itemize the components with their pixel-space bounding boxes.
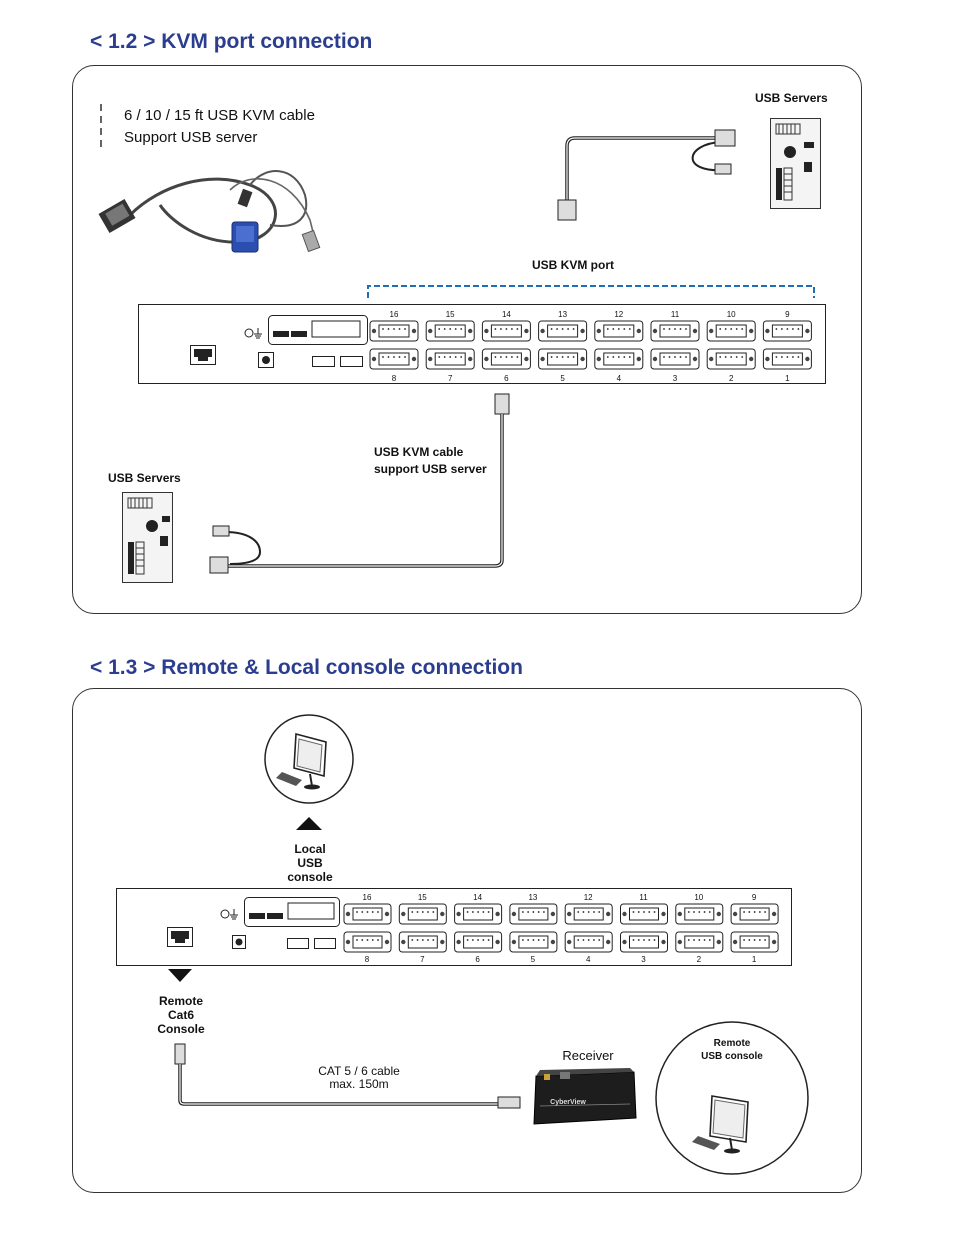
vga-port (707, 321, 755, 341)
receiver-label: Receiver (562, 1048, 614, 1063)
lan-port-icon-2 (167, 927, 193, 947)
port-number-label: 8 (391, 374, 397, 383)
usb-ports-icon-2 (287, 938, 337, 950)
remote-console-label-line1: Remote (158, 994, 203, 1008)
vga-port (510, 904, 557, 924)
vga-port (763, 321, 811, 341)
port-number-label: 3 (672, 374, 678, 383)
port-number-label: 6 (475, 955, 480, 964)
vga-port (399, 904, 446, 924)
port-number-label: 9 (785, 310, 790, 319)
cable-desc-marker (100, 104, 104, 150)
remote-console-label-line3: Console (157, 1022, 205, 1036)
vga-port (344, 904, 391, 924)
local-console-label-line3: console (287, 870, 333, 884)
remote-usb-console-label-line1: Remote (713, 1038, 751, 1049)
port-number-label: 11 (670, 310, 680, 319)
port-number-label: 6 (504, 374, 509, 383)
vga-port (539, 349, 587, 369)
usb-kvm-cable-label-line2: support USB server (374, 462, 487, 476)
vga-port (482, 321, 530, 341)
vga-port (510, 932, 557, 952)
vga-port (482, 349, 530, 369)
local-console-label-line1: Local (294, 842, 326, 856)
port-number-label: 12 (614, 310, 624, 319)
port-number-label: 2 (728, 374, 734, 383)
port-number-label: 13 (558, 310, 568, 319)
port-number-label: 7 (420, 955, 425, 964)
port-number-label: 7 (447, 374, 453, 383)
cat-cable-label-line2: max. 150m (329, 1077, 389, 1091)
port-number-label: 2 (696, 955, 702, 964)
vga-port (651, 349, 699, 369)
lan-port-icon (190, 345, 216, 365)
usb-ports-icon (312, 356, 364, 368)
port-number-label: 14 (473, 893, 483, 902)
remote-console-label-line2: Cat6 (167, 1008, 194, 1022)
power-jack-icon-2 (232, 935, 246, 949)
port-number-label: 10 (726, 310, 736, 319)
port-number-label: 8 (364, 955, 370, 964)
usb-servers-top-label: USB Servers (755, 91, 828, 105)
usb-kvm-cable-label-line1: USB KVM cable (374, 445, 464, 459)
port-number-label: 1 (751, 955, 757, 964)
usb-kvm-cable-image (100, 160, 330, 260)
kvm-port-array-2 (342, 889, 787, 965)
vga-port (763, 349, 811, 369)
kvm-port-array (368, 305, 818, 383)
remote-usb-console-label-line2: USB console (701, 1051, 763, 1062)
cat-cable-label-line1: CAT 5 / 6 cable (318, 1064, 400, 1078)
local-console-monitor-icon (264, 714, 354, 804)
port-number-label: 4 (616, 374, 622, 383)
console-ports-group-2 (244, 897, 340, 927)
console-ports-group (268, 315, 368, 345)
port-number-label: 16 (389, 310, 399, 319)
usb-kvm-port-bracket (367, 284, 817, 300)
vga-port (731, 904, 778, 924)
remote-console-down-arrow (168, 969, 192, 982)
cable-desc-line1: 6 / 10 / 15 ft USB KVM cable (124, 107, 315, 124)
vga-port (731, 932, 778, 952)
port-number-label: 13 (528, 893, 538, 902)
port-number-label: 11 (639, 893, 648, 902)
vga-port (621, 932, 668, 952)
vga-port (344, 932, 391, 952)
port-number-label: 5 (560, 374, 565, 383)
vga-port (370, 349, 418, 369)
power-jack-icon (258, 352, 274, 368)
vga-port (595, 349, 643, 369)
vga-port (676, 904, 723, 924)
usb-kvm-port-label: USB KVM port (532, 258, 614, 272)
usb-kvm-cable-bottom (205, 392, 515, 574)
vga-port (707, 349, 755, 369)
vga-port (399, 932, 446, 952)
vga-port (539, 321, 587, 341)
vga-port (621, 904, 668, 924)
usb-servers-bottom-label: USB Servers (108, 471, 181, 485)
port-number-label: 12 (583, 893, 593, 902)
cable-desc-line2: Support USB server (124, 129, 258, 146)
receiver-brand-text: CyberView (550, 1099, 586, 1106)
port-number-label: 15 (417, 893, 427, 902)
vga-port (565, 932, 612, 952)
vga-port (651, 321, 699, 341)
vga-port (676, 932, 723, 952)
vga-port (455, 932, 502, 952)
vga-port (370, 321, 418, 341)
local-console-label-line2: USB (297, 856, 323, 870)
port-number-label: 15 (445, 310, 455, 319)
port-number-label: 1 (785, 374, 790, 383)
vga-port (455, 904, 502, 924)
port-number-label: 4 (585, 955, 591, 964)
section-1-2-heading: < 1.2 > KVM port connection (90, 30, 373, 53)
port-number-label: 3 (641, 955, 646, 964)
port-number-label: 9 (751, 893, 757, 902)
usb-server-tower-top (770, 118, 822, 210)
ground-icon (244, 326, 266, 340)
vga-port (565, 904, 612, 924)
port-number-label: 14 (501, 310, 511, 319)
ground-icon-2 (220, 907, 242, 921)
vga-port (595, 321, 643, 341)
vga-port (426, 349, 474, 369)
usb-kvm-cable-top (555, 128, 745, 223)
port-number-label: 10 (694, 893, 704, 902)
vga-port (426, 321, 474, 341)
local-console-up-arrow (296, 817, 322, 831)
section-1-3-heading: < 1.3 > Remote & Local console connection (90, 656, 523, 679)
port-number-label: 5 (530, 955, 536, 964)
port-number-label: 16 (362, 893, 372, 902)
usb-server-tower-bottom (122, 492, 174, 584)
